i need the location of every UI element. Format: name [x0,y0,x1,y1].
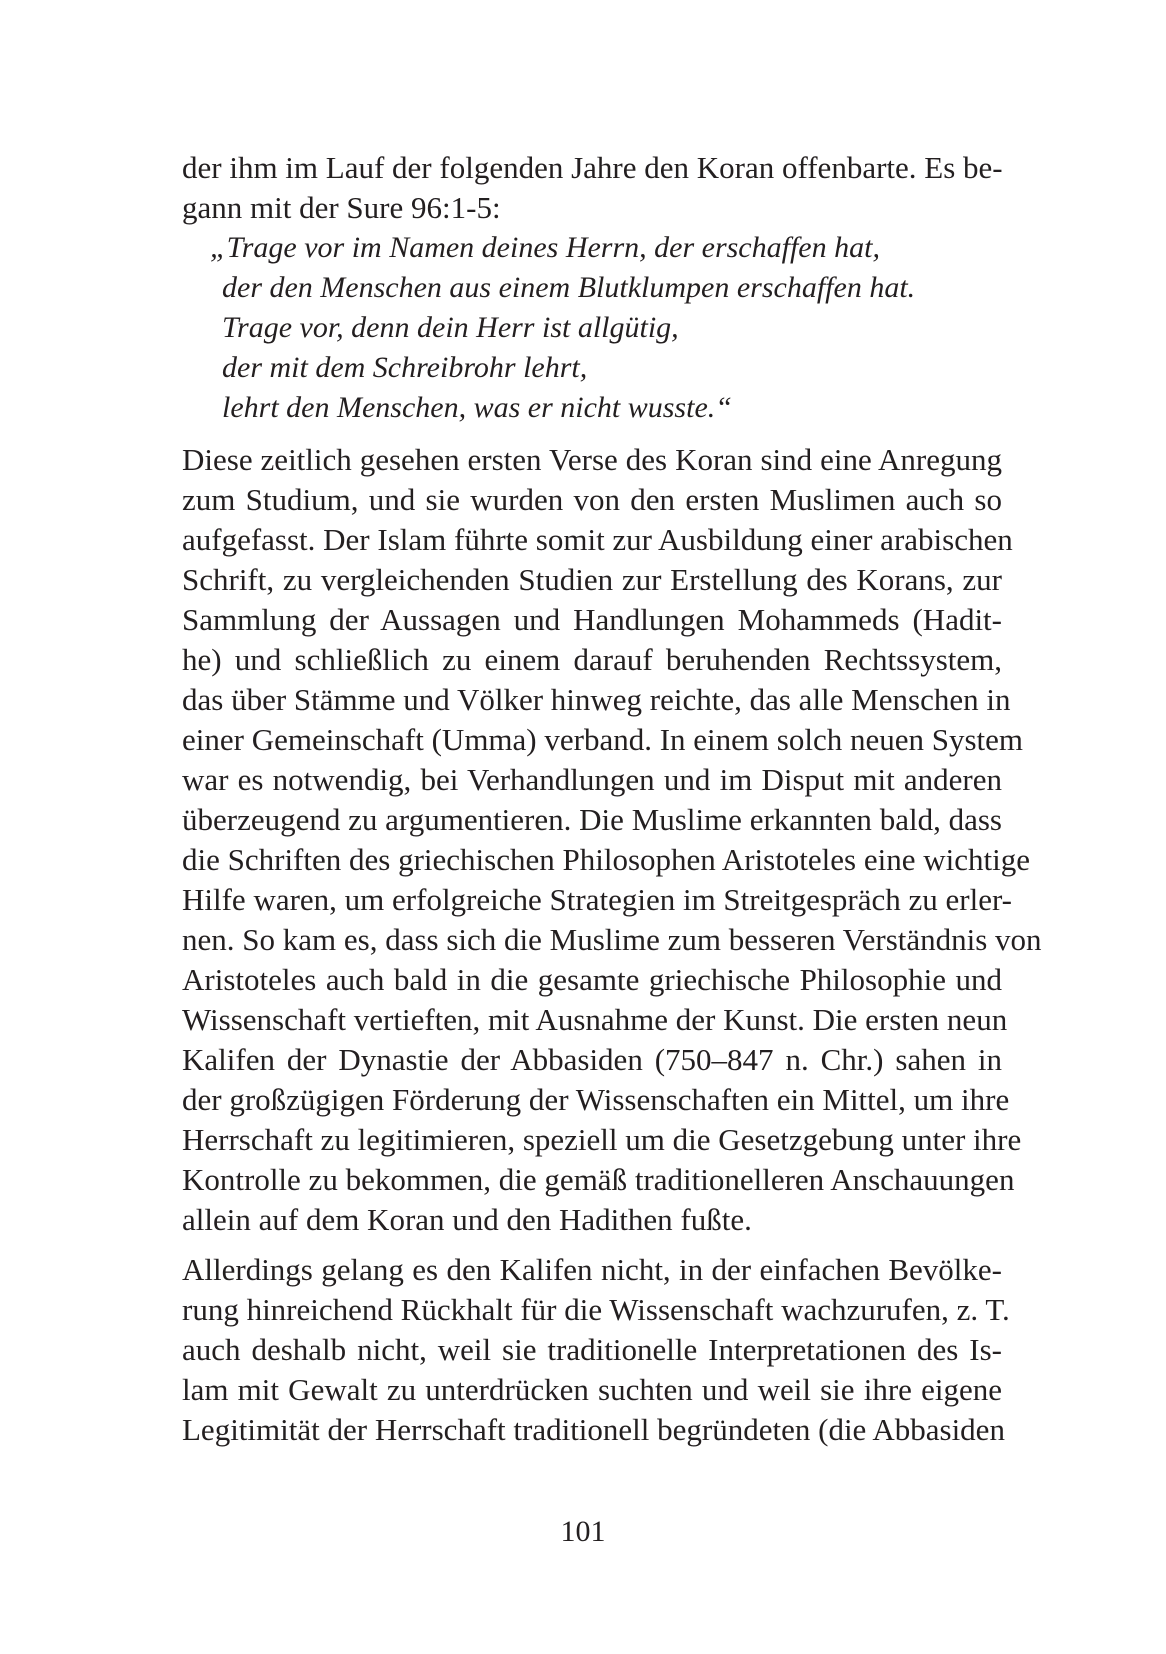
quote-line: Trage vor, denn dein Herr ist allgütig, [222,311,679,344]
paragraph-2 [182,1250,1010,1450]
text-line: Sammlung der Aussagen und Handlungen Mohammeds (Hadit- [182,602,1002,637]
text-line: allein auf dem Koran und den Hadithen fußte. [182,1202,752,1237]
quote-line: „Trage vor im Namen deines Herrn, der erschaffen hat, [210,231,880,264]
text-line: Schrift, zu vergleichenden Studien zur Erstellung des Korans, zur [182,562,1002,597]
quote-line: der mit dem Schreibrohr lehrt, [222,351,588,384]
text-line: aufgefasst. Der Islam führte somit zur Ausbildung einer arabischen [182,522,1013,557]
text-line: das über Stämme und Völker hinweg reichte, das alle Menschen in [182,682,1011,717]
text-line: war es notwendig, bei Verhandlungen und im Disput mit anderen [182,762,1002,797]
text-line: Herrschaft zu legitimieren, speziell um die Gesetzgebung unter ihre [182,1122,1022,1157]
paragraph-1 [182,440,1042,1240]
quote-line: lehrt den Menschen, was er nicht wusste.“ [222,391,732,424]
text-line: überzeugend zu argumentieren. Die Muslime erkannten bald, dass [182,802,1002,837]
text-line: Kontrolle zu bekommen, die gemäß traditionelleren Anschauungen [182,1162,1015,1197]
text-line: die Schriften des griechischen Philosophen Aristoteles eine wichtige [182,842,1030,877]
quran-quote [210,228,982,428]
quote-line: der den Menschen aus einem Blutklumpen erschaffen hat. [222,271,916,304]
text-line: Kalifen der Dynastie der Abbasiden (750–847 n. Chr.) sahen in [182,1042,1002,1077]
text-line: auch deshalb nicht, weil sie traditionelle Interpretationen des Is- [182,1332,1002,1367]
text-line: lam mit Gewalt zu unterdrücken suchten und weil sie ihre eigene [182,1372,1002,1407]
text-line: zum Studium, und sie wurden von den ersten Muslimen auch so [182,482,1002,517]
intro-text [182,148,1002,228]
text-line: rung hinreichend Rückhalt für die Wissenschaft wachzurufen, z. T. [182,1292,1010,1327]
text-line: nen. So kam es, dass sich die Muslime zum besseren Verständnis von [182,922,1042,957]
text-line: Aristoteles auch bald in die gesamte griechische Philosophie und [182,962,1002,997]
text-line: gann mit der Sure 96:1-5: [182,190,501,225]
text-line: einer Gemeinschaft (Umma) verband. In einem solch neuen System [182,722,1024,757]
text-line: Legitimität der Herrschaft traditionell begründeten (die Abbasiden [182,1412,1005,1447]
text-line: he) und schließlich zu einem darauf beruhenden Rechtssystem, [182,642,1002,677]
text-line: der großzügigen Förderung der Wissenschaften ein Mittel, um ihre [182,1082,1010,1117]
text-line: der ihm im Lauf der folgenden Jahre den Koran offenbarte. Es be- [182,150,1003,185]
text-line: Allerdings gelang es den Kalifen nicht, in der einfachen Bevölke- [182,1252,1002,1287]
text-line: Wissenschaft vertieften, mit Ausnahme der Kunst. Die ersten neun [182,1002,1008,1037]
text-line: Hilfe waren, um erfolgreiche Strategien im Streitgespräch zu erler- [182,882,1012,917]
text-line: Diese zeitlich gesehen ersten Verse des Koran sind eine Anregung [182,442,1002,477]
page-number: 101 [560,1515,606,1548]
